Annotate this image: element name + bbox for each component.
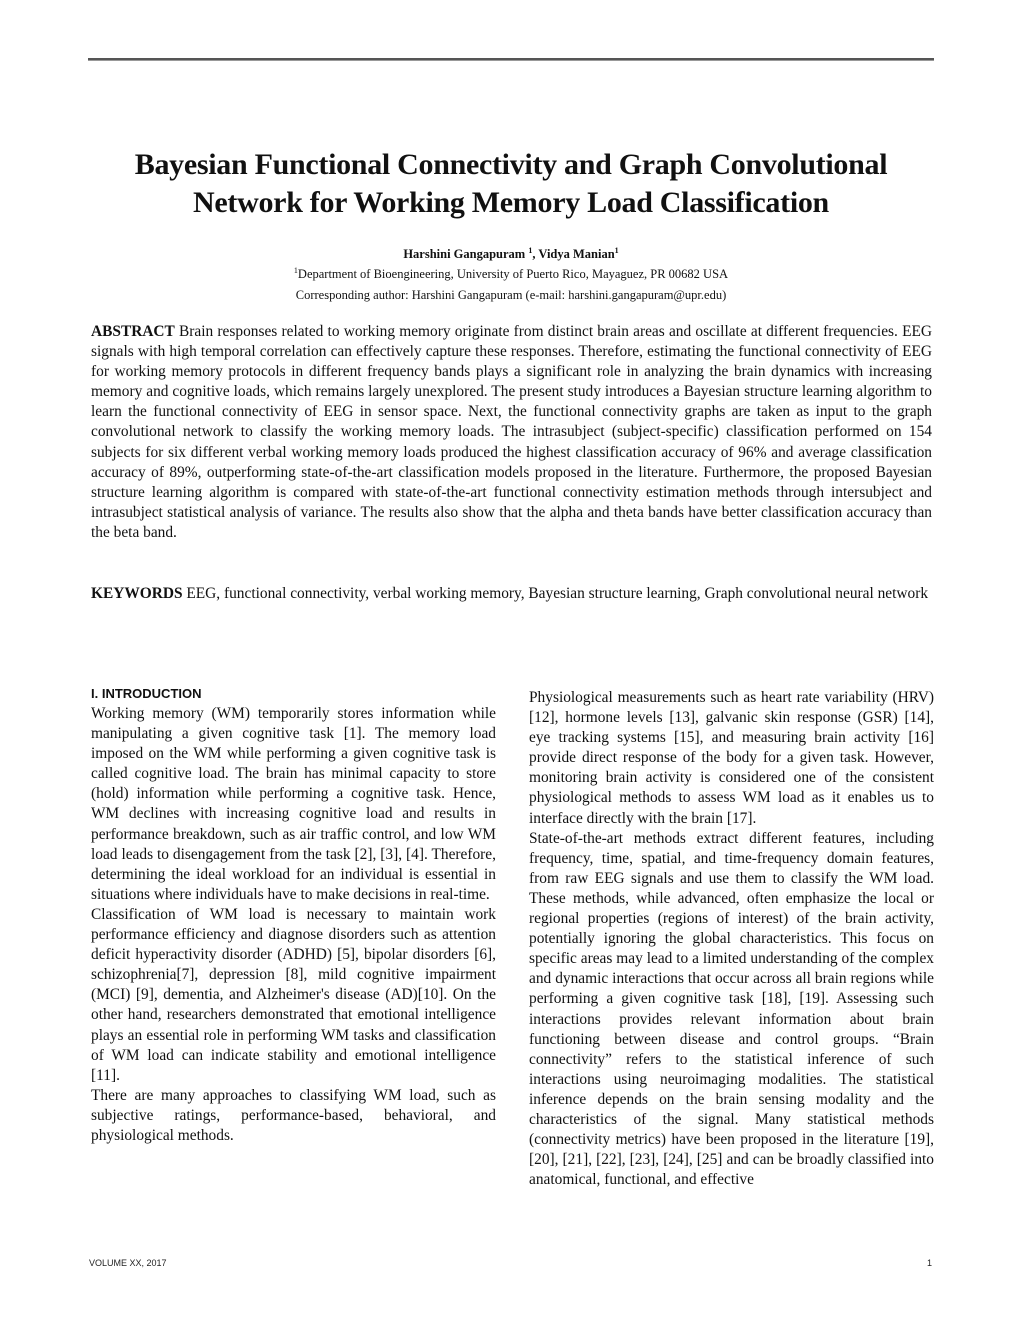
right-column xyxy=(529,688,934,1190)
footer-volume: VOLUME XX, 2017 xyxy=(89,1258,167,1268)
author-name: Vidya Manian xyxy=(538,247,615,261)
paper-title xyxy=(88,146,934,222)
section-heading: I. INTRODUCTION xyxy=(91,686,202,701)
header-rule xyxy=(88,58,934,61)
author-affiliation-mark: 1 xyxy=(528,245,533,255)
paragraph: State-of-the-art methods extract different features, including frequency, time, spatial, and time-frequency domain features, from raw EEG signals and use them to classify the WM load. These methods, while advanced, often emphasize the local or regional properties (regions of interest) of the brain activity, potentially ignoring the global characteristics. This focus on specific areas may lead to a limited understanding of the complex and dynamic interactions that occur across all brain regions while performing a given cognitive task [18], [19]. Assessing such interactions provides relevant information about brain functioning between disease and control groups. “Brain connectivity” refers to the statistical inference of such interactions using neuroimaging modalities. The statistical inference depends on the brain sensing modality and the characteristics of the signal. Many statistical methods (connectivity metrics) have been proposed in the literature [19], [20], [21], [22], [23], [24], [25] and can be broadly classified into anatomical, functional, and effective xyxy=(529,829,934,1189)
author-name: Harshini Gangapuram xyxy=(403,247,526,261)
author-list xyxy=(88,246,934,262)
affiliation-text: Department of Bioengineering, University of Puerto Rico, Mayaguez, PR 00682 USA xyxy=(297,267,729,281)
corresponding-author: Corresponding author: Harshini Gangapuram (e-mail: harshini.gangapuram@upr.edu) xyxy=(295,288,727,302)
author-separator: , xyxy=(532,247,539,261)
paragraph: Working memory (WM) temporarily stores information while manipulating a given cognitive task [1]. The memory load imposed on the WM while performing a given cognitive task is called cognitive load. The brain has minimal capacity to store (hold) information while performing a cognitive task. Hence, WM declines with increasing cognitive load and results in performance breakdown, such as air traffic control, and low WM load leads to disengagement from the task [2], [3], [4]. Therefore, determining the ideal workload for an individual is essential in situations where individuals have to make decisions in real-time. xyxy=(91,705,496,903)
paragraph: There are many approaches to classifying WM load, such as subjective ratings, performance-based, behavioral, and physiological methods. xyxy=(91,1086,496,1144)
affiliation-mark: 1 xyxy=(293,265,298,275)
paragraph: Physiological measurements such as heart rate variability (HRV) [12], hormone levels [13], galvanic skin response (GSR) [14], eye tracking systems [15], and measuring brain activity [16] provide direct response of the body for a given task. However, monitoring brain activity is considered one of the consistent physiological methods to assess WM load as it enables us to interface directly with the brain [17]. xyxy=(529,689,934,827)
title-line-1: Bayesian Functional Connectivity and Graph Convolutional xyxy=(134,148,888,181)
affiliation xyxy=(88,265,934,283)
keywords-text: EEG, functional connectivity, verbal working memory, Bayesian structure learning, Graph convolutional neural network xyxy=(182,585,929,602)
abstract-label: ABSTRACT xyxy=(91,323,175,340)
paragraph: Classification of WM load is necessary to maintain work performance efficiency and diagnose disorders such as attention deficit hyperactivity disorder (ADHD) [5], bipolar disorders [6], schizophrenia[7], depression [8], mild cognitive impairment (MCI) [9], dementia, and Alzheimer's disease (AD)[10]. On the other hand, researchers demonstrated that emotional intelligence plays an essential role in performing WM tasks and classification of WM load can indicate stability and emotional intelligence [11]. xyxy=(91,905,496,1084)
abstract-text: Brain responses related to working memory originate from distinct brain areas and oscillate at different frequencies. EEG signals with high temporal correlation can effectively capture these responses. Therefore, estimating the functional connectivity of EEG for working memory protocols in different frequency bands plays a significant role in analyzing the brain dynamics with increasing memory and cognitive loads, which remains largely unexplored. The present study introduces a Bayesian structure learning algorithm to learn the functional connectivity of EEG in sensor space. Next, the functional connectivity graphs are taken as input to the graph convolutional network to classify the working memory loads. The intrasubject (subject-specific) classification performed on 154 subjects for six different verbal working memory loads produced the highest classification accuracy of 96% and average classification accuracy of 89%, outperforming state-of-the-art classification models proposed in the literature. Furthermore, the proposed Bayesian structure learning algorithm is compared with state-of-the-art functional connectivity estimation methods through intersubject and intrasubject statistical analysis of variance. The results also show that the alpha and theta bands have better classification accuracy than the beta band. xyxy=(91,323,932,541)
footer-page-number: 1 xyxy=(927,1258,933,1268)
keywords xyxy=(91,584,932,604)
author-affiliation-mark: 1 xyxy=(614,245,619,255)
keywords-label: KEYWORDS xyxy=(91,585,183,602)
left-column xyxy=(91,686,496,1146)
title-line-2: Network for Working Memory Load Classification xyxy=(193,186,829,219)
abstract xyxy=(91,322,932,543)
